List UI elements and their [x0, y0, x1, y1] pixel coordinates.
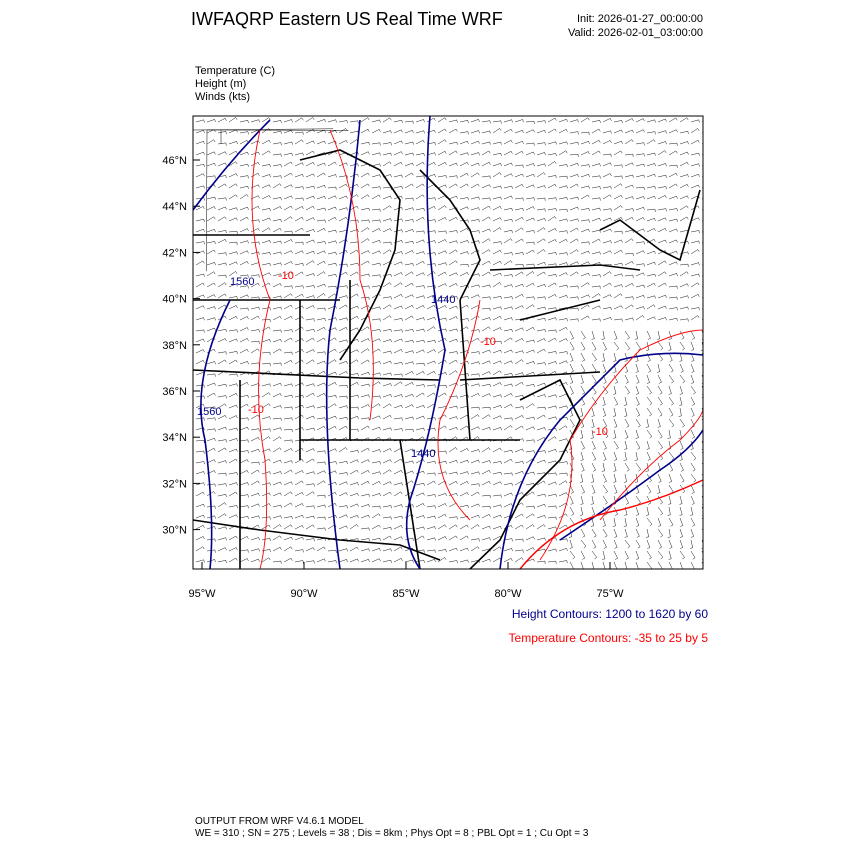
model-info-line2: WE = 310 ; SN = 275 ; Levels = 38 ; Dis = 8km ; Phys Opt = 8 ; PBL Opt = 1 ; Cu Opt = 3: [195, 828, 589, 839]
field-height: Height (m): [195, 78, 247, 90]
lon-label: 85°W: [392, 588, 420, 600]
map-title: IWFAQRP Eastern US Real Time WRF: [191, 9, 503, 29]
lon-label: 90°W: [290, 588, 318, 600]
height-label-1: 1560: [230, 276, 255, 288]
lat-label: 46°N: [162, 155, 187, 167]
plot-frame: [193, 116, 703, 569]
height-label-2: 1440: [431, 294, 456, 306]
lat-label: 42°N: [162, 247, 187, 260]
height-label-4: 1440: [411, 448, 436, 460]
field-winds: Winds (kts): [195, 91, 250, 103]
init-time: Init: 2026-01-27_00:00:00: [577, 13, 703, 25]
latitude-ticks: [162, 155, 200, 537]
county-grid: [193, 129, 349, 271]
lat-label: 44°N: [162, 201, 187, 214]
temp-label-3: -10: [480, 336, 496, 348]
field-temperature: Temperature (C): [195, 65, 276, 77]
height-label-3: 1560: [197, 406, 222, 418]
height-contour-note: Height Contours: 1200 to 1620 by 60: [511, 607, 708, 621]
height-contours: [193, 116, 703, 569]
lat-label: 34°N: [162, 432, 187, 445]
lon-label: 95°W: [188, 588, 216, 600]
lat-label: 38°N: [162, 339, 187, 352]
lat-label: 40°N: [162, 293, 187, 306]
valid-time: Valid: 2026-02-01_03:00:00: [568, 27, 703, 39]
lat-label: 30°N: [162, 524, 187, 537]
temperature-contour-note: Temperature Contours: -35 to 25 by 5: [508, 631, 708, 645]
temp-label-2: -10: [248, 404, 264, 416]
temperature-contours: [252, 130, 703, 569]
lat-label: 36°N: [162, 386, 187, 398]
model-info-line1: OUTPUT FROM WRF V4.6.1 MODEL: [195, 816, 364, 827]
wind-barbs: [196, 118, 711, 571]
lon-label: 75°W: [596, 588, 624, 600]
temp-label-1: -10: [278, 270, 294, 282]
county-lines: [193, 129, 349, 271]
wind-barb-field: [196, 118, 711, 571]
lat-label: 32°N: [162, 478, 187, 491]
longitude-ticks: [188, 562, 624, 600]
lon-label: 80°W: [494, 588, 522, 600]
temp-label-4: -10: [592, 426, 608, 438]
